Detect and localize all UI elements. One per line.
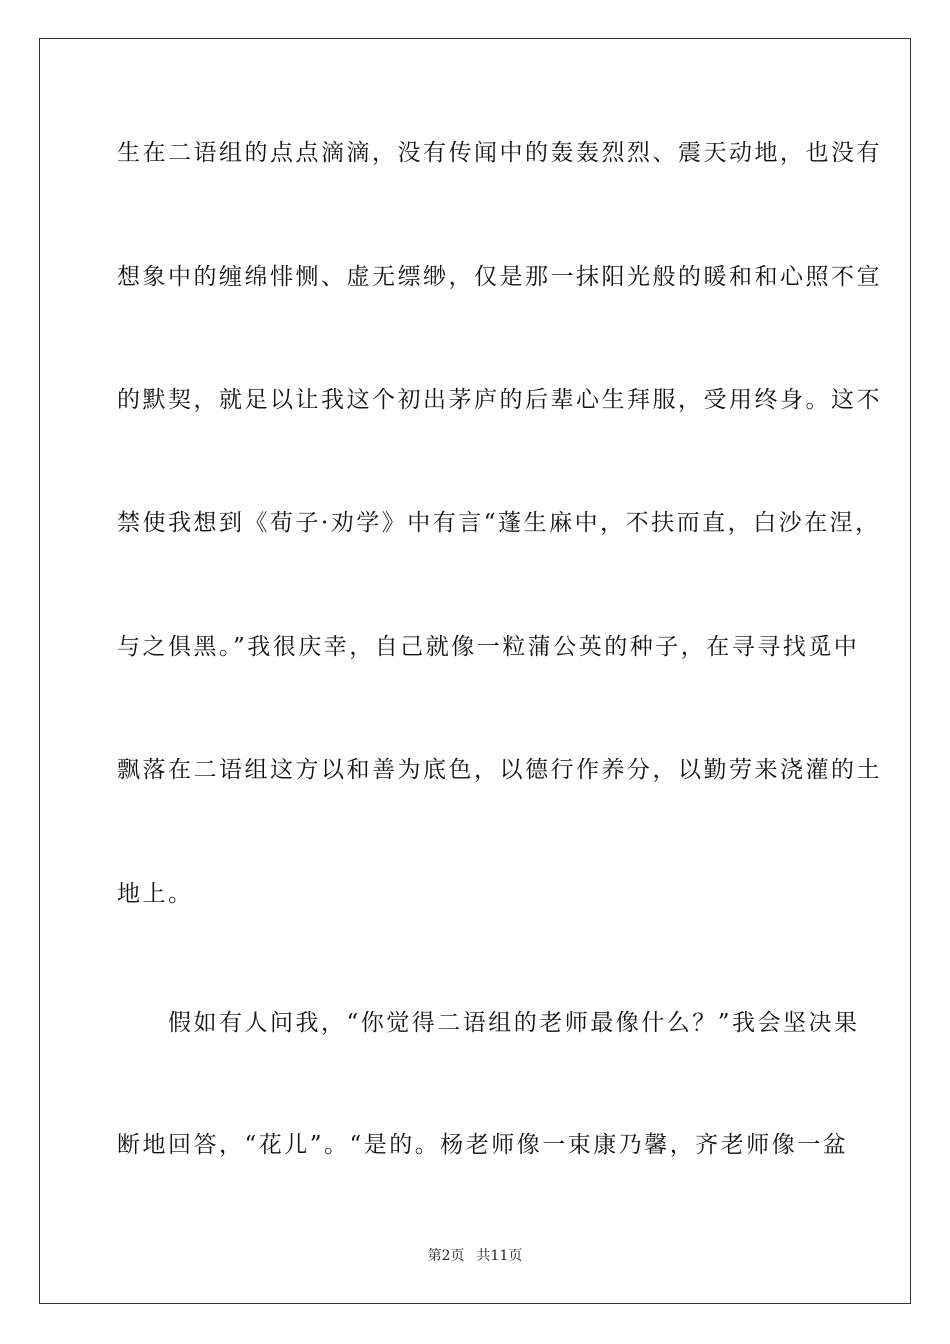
- text-line: 飘落在二语组这方以和善为底色，以德行作养分，以勤劳来浇灌的土: [117, 757, 882, 783]
- page-number: 第2页: [427, 1248, 465, 1264]
- text-line: 的默契，就足以让我这个初出茅庐的后辈心生拜服，受用终身。这不: [117, 387, 882, 413]
- text-line: 断地回答，“花儿”。“是的。杨老师像一束康乃馨，齐老师像一盆: [117, 1132, 849, 1158]
- text-line: 与之俱黑。”我很庆幸，自己就像一粒蒲公英的种子，在寻寻找觅中: [117, 634, 860, 660]
- text-line: 地上。: [117, 881, 194, 907]
- text-line: 想象中的缠绵悱恻、虚无缥缈，仅是那一抹阳光般的暖和和心照不宣: [117, 264, 882, 290]
- page-footer: [0, 1246, 950, 1266]
- text-line: 禁使我想到《荀子·劝学》中有言“蓬生麻中，不扶而直，白沙在涅，: [117, 510, 881, 536]
- text-line: 生在二语组的点点滴滴，没有传闻中的轰轰烈烈、震天动地，也没有: [117, 140, 882, 166]
- page-total: 共11页: [476, 1248, 523, 1264]
- page-frame: [39, 38, 911, 1304]
- text-line: 假如有人问我，“你觉得二语组的老师最像什么？”我会坚决果: [117, 1010, 860, 1036]
